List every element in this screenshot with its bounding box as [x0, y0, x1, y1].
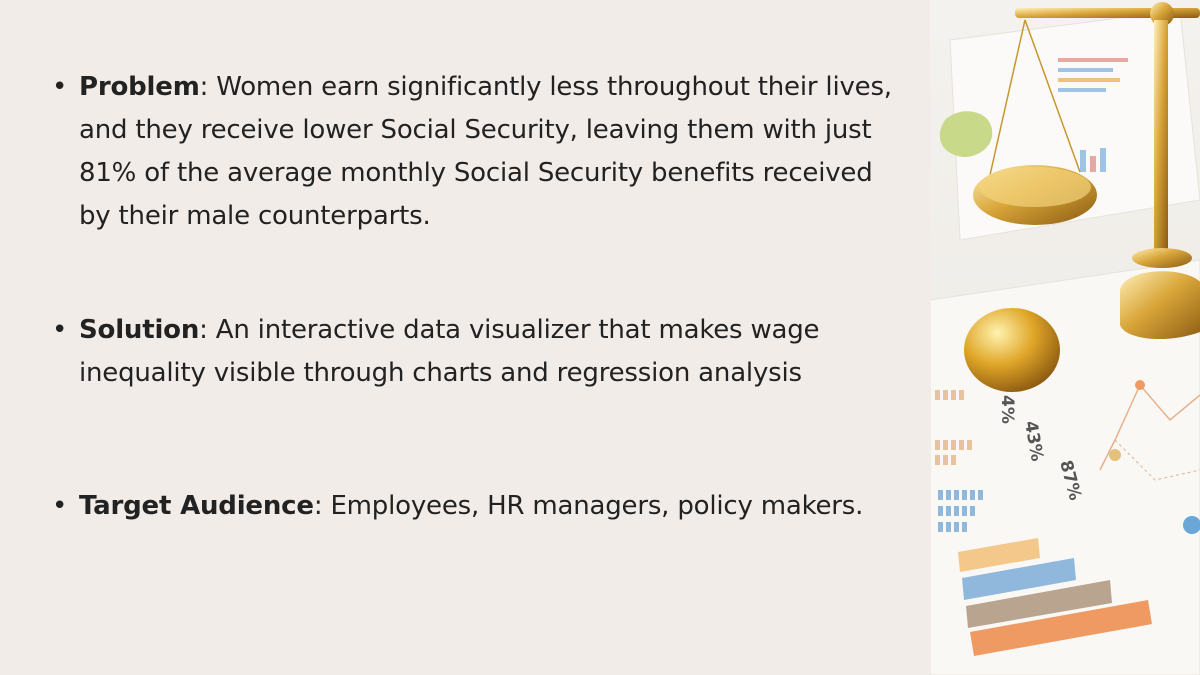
bullet-text	[79, 309, 912, 395]
bullet-problem	[52, 66, 912, 238]
bullet-dot-icon: •	[52, 491, 68, 521]
scales-and-charts-photo	[930, 0, 1200, 675]
bullet-term: Solution	[79, 315, 200, 345]
golden-egg	[964, 308, 1060, 392]
paper-label: 43%	[1020, 419, 1047, 463]
bullet-text	[79, 66, 912, 238]
bullet-body: : Women earn significantly less throughout their lives, and they receive lower Social Security, leaving them with just 81% of the average monthly Social Security benefits received by their male counterparts.	[79, 72, 892, 231]
scale-post	[1154, 20, 1168, 250]
bullet-term: Target Audience	[79, 491, 314, 521]
bullet-target-audience	[52, 485, 912, 528]
photo-illustration	[930, 0, 1200, 675]
bullet-dot-icon: •	[52, 315, 68, 345]
bullet-body: : An interactive data visualizer that makes wage inequality visible through charts and regression analysis	[79, 315, 820, 388]
scale-base	[1120, 271, 1200, 339]
bullet-text	[79, 485, 912, 528]
bullet-body: : Employees, HR managers, policy makers.	[313, 491, 864, 521]
paper-label: 4%	[997, 395, 1017, 424]
bullet-term: Problem	[79, 72, 200, 102]
bullet-dot-icon: •	[52, 72, 68, 102]
paper-label: 87%	[1055, 458, 1086, 503]
bullet-solution	[52, 309, 912, 395]
